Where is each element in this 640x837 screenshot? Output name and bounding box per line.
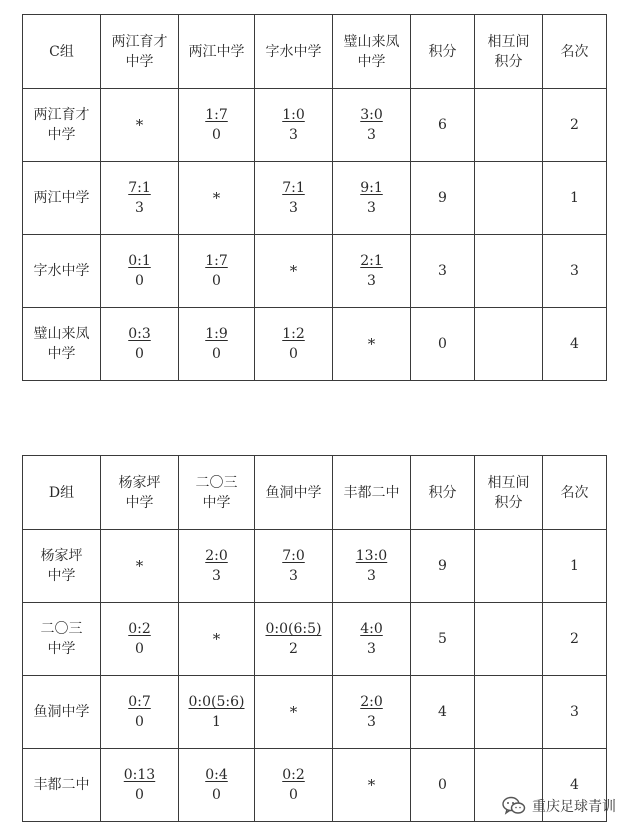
rank-value: 1 [570,190,579,206]
self-match-cell [333,749,411,822]
points-cell [411,530,475,603]
points-cell [411,749,475,822]
cell-text: 相互间 积分 [487,474,530,511]
match-score: 0:1 [128,253,151,269]
match-result-cell [101,162,179,235]
self-match-cell [255,235,333,308]
match-score: 0:13 [123,767,156,783]
match-points: 0 [135,714,144,730]
match-points: 0 [212,127,221,143]
match-points: 0 [135,346,144,362]
cell-text: D组 [48,484,75,501]
match-score: 9:1 [360,180,383,196]
mutual-points-cell [475,235,543,308]
cell-text: 鱼洞中学 [33,704,90,720]
match-result [360,619,383,659]
header-cell [543,15,607,89]
match-score: 13:0 [355,548,388,564]
mutual-points-cell [475,676,543,749]
match-result-cell [333,676,411,749]
cell-text: 杨家坪 中学 [40,548,83,584]
match-points: 3 [135,200,144,216]
match-score: 7:0 [282,548,305,564]
cell-text: 两江中学 [33,190,90,206]
cell-text: 积分 [428,43,457,60]
match-result [128,178,151,218]
match-points: 3 [367,200,376,216]
cell-text: C组 [49,43,74,60]
match-result [360,692,383,732]
points-cell [411,676,475,749]
rank-value: 2 [570,631,579,647]
match-result [189,692,245,732]
cell-text: 璧山来凤 中学 [343,33,400,70]
cell-text: 相互间 积分 [487,33,530,70]
match-result [128,692,151,732]
rank-cell [543,676,607,749]
mutual-points-cell [475,162,543,235]
points-cell [411,89,475,162]
rank-value: 1 [570,558,579,574]
match-points: 0 [212,273,221,289]
header-cell [255,456,333,530]
table-row [23,603,607,676]
match-result-cell [179,749,255,822]
team-name-cell [23,235,101,308]
cell-text: 杨家坪 中学 [118,474,161,511]
match-points: 0 [135,787,144,803]
match-result-cell [179,676,255,749]
header-cell [255,15,333,89]
match-points: 3 [289,200,298,216]
match-points: 0 [135,273,144,289]
rank-value: 3 [570,263,579,279]
table-row [23,162,607,235]
match-score: 0:4 [205,767,228,783]
match-points: 1 [212,714,221,730]
match-result [282,765,305,805]
table-row [23,235,607,308]
match-score: 2:0 [360,694,383,710]
cell-text: 两江中学 [188,43,245,60]
points-value: 9 [438,558,447,574]
self-match-cell [179,162,255,235]
points-value: 3 [438,263,447,279]
match-result [205,546,228,586]
match-score: 1:7 [205,253,228,269]
mutual-points-cell [475,308,543,381]
group-d-table [22,455,607,822]
header-cell [543,456,607,530]
cell-text: 鱼洞中学 [265,484,322,501]
watermark [502,794,616,818]
match-result [360,251,383,291]
match-result [205,324,228,364]
header-cell [23,15,101,89]
self-match-cell [179,603,255,676]
match-score: 2:1 [360,253,383,269]
cell-text: 两江育才 中学 [111,33,168,70]
match-points: 2 [289,641,298,657]
match-score: 0:0(5:6) [188,694,245,710]
match-score: 1:0 [282,107,305,123]
match-result [128,619,151,659]
match-result [356,546,387,586]
match-points: 3 [367,273,376,289]
rank-cell [543,162,607,235]
match-result-cell [255,749,333,822]
table-row [23,89,607,162]
team-name-cell [23,603,101,676]
match-result-cell [101,235,179,308]
match-score: 7:1 [128,180,151,196]
match-result-cell [101,308,179,381]
self-match-cell [333,308,411,381]
match-score: 0:2 [282,767,305,783]
rank-cell [543,308,607,381]
points-value: 0 [438,777,447,793]
match-score: 0:0(6:5) [265,621,322,637]
points-value: 0 [438,336,447,352]
match-score: 0:3 [128,326,151,342]
self-match-mark: * [135,556,144,575]
match-result-cell [255,162,333,235]
header-cell [101,15,179,89]
mutual-points-cell [475,603,543,676]
match-result [360,178,383,218]
match-points: 0 [135,641,144,657]
match-result-cell [179,89,255,162]
header-cell [101,456,179,530]
match-result [205,251,228,291]
table-row [23,308,607,381]
points-cell [411,162,475,235]
match-score: 7:1 [282,180,305,196]
header-cell [475,15,543,89]
match-score: 1:2 [282,326,305,342]
match-result-cell [101,603,179,676]
points-value: 4 [438,704,447,720]
self-match-mark: * [135,115,144,134]
rank-value: 3 [570,704,579,720]
match-result-cell [179,530,255,603]
match-result [266,619,322,659]
team-name-cell [23,89,101,162]
rank-cell [543,235,607,308]
match-result-cell [333,89,411,162]
rank-value: 2 [570,117,579,133]
match-points: 0 [212,787,221,803]
cell-text: 二〇三 中学 [40,621,83,657]
self-match-mark: * [367,334,376,353]
match-points: 3 [212,568,221,584]
match-result [128,251,151,291]
header-cell [411,15,475,89]
self-match-cell [101,530,179,603]
points-cell [411,308,475,381]
match-result-cell [333,235,411,308]
team-name-cell [23,308,101,381]
cell-text: 丰都二中 [33,777,90,793]
header-row [23,15,607,89]
match-points: 0 [289,787,298,803]
team-name-cell [23,676,101,749]
team-name-cell [23,162,101,235]
match-result-cell [255,603,333,676]
match-points: 0 [289,346,298,362]
points-cell [411,235,475,308]
match-points: 3 [289,568,298,584]
match-score: 1:7 [205,107,228,123]
header-cell [179,456,255,530]
self-match-mark: * [212,629,221,648]
match-result [282,546,305,586]
cell-text: 丰都二中 [343,484,400,501]
match-result [128,324,151,364]
self-match-mark: * [289,702,298,721]
points-value: 6 [438,117,447,133]
self-match-mark: * [212,188,221,207]
match-score: 0:7 [128,694,151,710]
match-result [282,105,305,145]
group-c-table [22,14,607,381]
cell-text: 名次 [560,43,589,60]
match-result-cell [101,676,179,749]
match-result [282,324,305,364]
mutual-points-cell [475,89,543,162]
match-score: 3:0 [360,107,383,123]
rank-value: 4 [570,336,579,352]
points-value: 9 [438,190,447,206]
self-match-mark: * [289,261,298,280]
points-cell [411,603,475,676]
self-match-cell [255,676,333,749]
match-score: 0:2 [128,621,151,637]
match-result-cell [179,235,255,308]
match-result [205,105,228,145]
match-result [282,178,305,218]
mutual-points-cell [475,530,543,603]
match-result-cell [179,308,255,381]
rank-cell [543,89,607,162]
match-points: 3 [289,127,298,143]
match-score: 4:0 [360,621,383,637]
self-match-mark: * [367,775,376,794]
header-cell [333,456,411,530]
rank-cell [543,603,607,676]
cell-text: 字水中学 [265,43,322,60]
match-score: 1:9 [205,326,228,342]
cell-text: 字水中学 [33,263,90,279]
points-value: 5 [438,631,447,647]
match-result [124,765,155,805]
match-result-cell [333,162,411,235]
rank-cell [543,530,607,603]
match-result-cell [333,530,411,603]
match-result [360,105,383,145]
cell-text: 积分 [428,484,457,501]
header-cell [333,15,411,89]
match-result-cell [255,530,333,603]
match-points: 3 [367,568,376,584]
table-row [23,676,607,749]
cell-text: 两江育才 中学 [33,107,90,143]
header-cell [475,456,543,530]
team-name-cell [23,749,101,822]
header-row [23,456,607,530]
self-match-cell [101,89,179,162]
header-cell [179,15,255,89]
match-result [205,765,228,805]
match-result-cell [101,749,179,822]
watermark-text: 重庆足球青训 [532,799,616,815]
match-score: 2:0 [205,548,228,564]
match-result-cell [333,603,411,676]
match-points: 3 [367,641,376,657]
header-cell [411,456,475,530]
match-result-cell [255,308,333,381]
cell-text: 二〇三 中学 [195,474,238,511]
header-cell [23,456,101,530]
wechat-icon [502,796,526,816]
cell-text: 名次 [560,484,589,501]
match-result-cell [255,89,333,162]
cell-text: 璧山来凤 中学 [33,326,90,362]
match-points: 0 [212,346,221,362]
team-name-cell [23,530,101,603]
table-row [23,530,607,603]
match-points: 3 [367,714,376,730]
match-points: 3 [367,127,376,143]
rank-value: 4 [570,777,579,793]
